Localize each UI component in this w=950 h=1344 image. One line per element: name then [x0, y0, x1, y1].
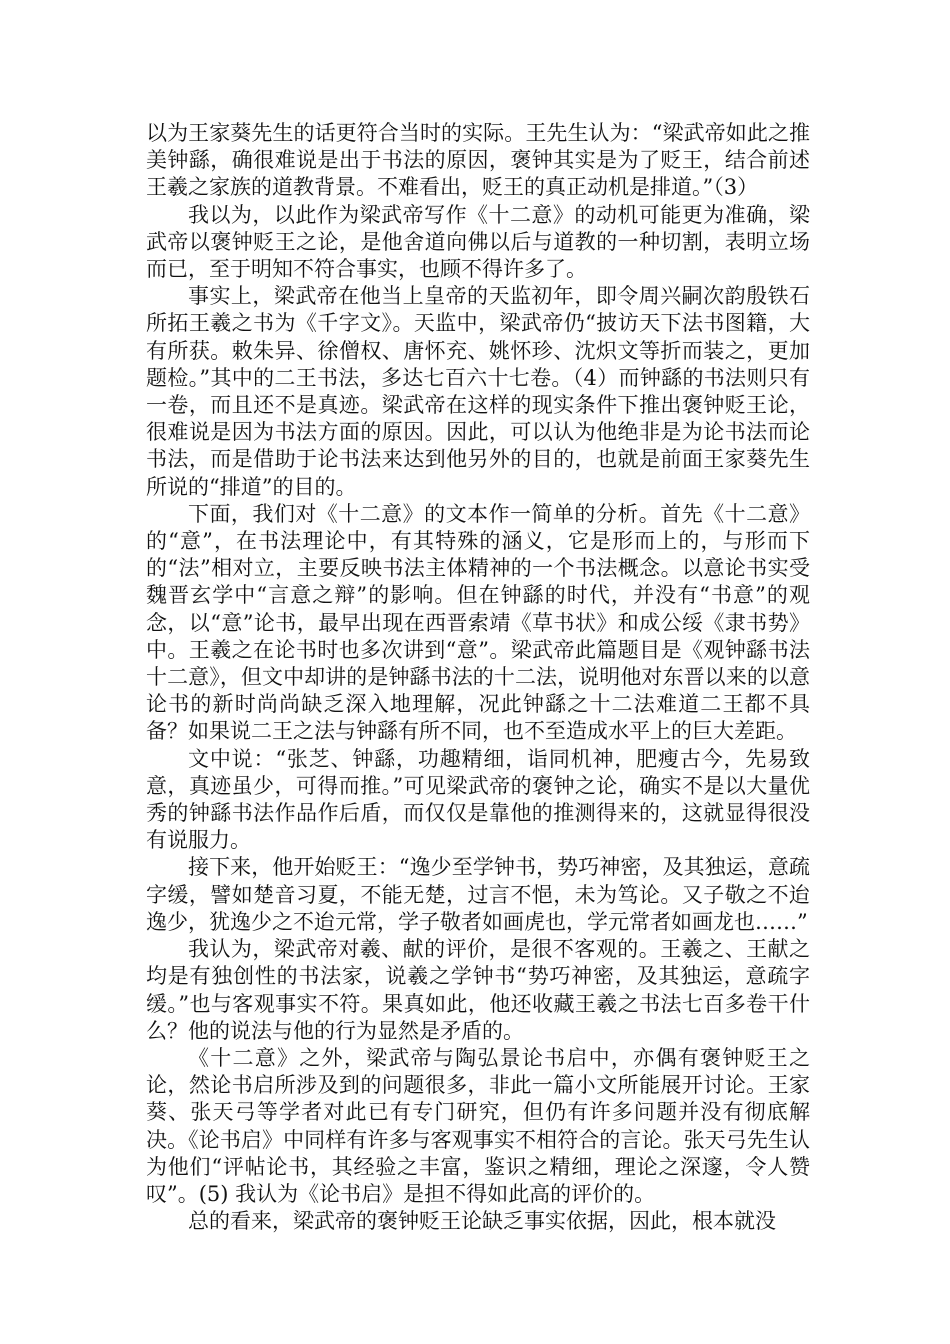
paragraph-6: 接下来，他开始贬王：“逸少至学钟书，势巧神密，及其独运，意疏字缓，譬如楚音习夏，不能无楚，过言不悒，未为笃论。又子敬之不迨逸少，犹逸少之不迨元常，学子敬者如画虎也，学元常者如画龙也……” [146, 855, 810, 934]
paragraph-9: 总的看来，梁武帝的褒钟贬王论缺乏事实依据，因此，根本就没 [188, 1209, 776, 1234]
paragraph-7: 我认为，梁武帝对羲、献的评价，是很不客观的。王羲之、王献之均是有独创性的书法家，说羲之学钟书“势巧神密，及其独运，意疏字缓。”也与客观事实不符。果真如此，他还收藏王羲之书法七百多卷干什么？他的说法与他的行为显然是矛盾的。 [146, 937, 810, 1043]
document-body [146, 120, 810, 1235]
paragraph-8: 《十二意》之外，梁武帝与陶弘景论书启中，亦偶有褒钟贬王之论，然论书启所涉及到的问题很多，非此一篇小文所能展开讨论。王家葵、张天弓等学者对此已有专门研究，但仍有许多问题并没有彻底解决。《论书启》中同样有许多与客观事实不相符合的言论。张天弓先生认为他们“评帖论书，其经验之丰富，鉴识之精细，理论之深邃，令人赞叹”。(5) 我认为《论书启》是担不得如此高的评价的。 [146, 1045, 810, 1206]
paragraph-1: 以为王家葵先生的话更符合当时的实际。王先生认为：“梁武帝如此之推美钟繇，确很难说是出于书法的原因，褒钟其实是为了贬王，结合前述王羲之家族的道教背景。不难看出，贬王的真正动机是排道。”（3） [146, 121, 810, 200]
paragraph-3: 事实上，梁武帝在他当上皇帝的天监初年，即令周兴嗣次韵殷铁石所拓王羲之书为《千字文》。天监中，梁武帝仍“披访天下法书图籍，大有所获。敕朱异、徐僧权、唐怀充、姚怀珍、沈炽文等折而装之，更加题检。”其中的二王书法，多达七百六十七卷。（4）而钟繇的书法则只有一卷，而且还不是真迹。梁武帝在这样的现实条件下推出褒钟贬王论，很难说是因为书法方面的原因。因此，可以认为他绝非是为论书法而论书法，而是借助于论书法来达到他另外的目的，也就是前面王家葵先生所说的“排道”的目的。 [146, 284, 810, 499]
paragraph-2: 我以为，以此作为梁武帝写作《十二意》的动机可能更为准确，梁武帝以褒钟贬王之论，是他舍道向佛以后与道教的一种切割，表明立场而已，至于明知不符合事实，也顾不得许多了。 [146, 202, 810, 282]
paragraph-4: 下面，我们对《十二意》的文本作一简单的分析。首先《十二意》的“意”，在书法理论中，有其特殊的涵义，它是形而上的，与形而下的“法”相对立，主要反映书法主体精神的一个书法概念。以意论书实受魏晋玄学中“言意之辩”的影响。但在钟繇的时代，并没有“书意”的观念，以“意”论书，最早出现在西晋索靖《草书状》和成公绥《隶书势》中。王羲之在论书时也多次讲到“意”。梁武帝此篇题目是《观钟繇书法十二意》，但文中却讲的是钟繇书法的十二法，说明他对东晋以来的以意论书的新时尚尚缺乏深入地理解，况此钟繇之十二法难道二王都不具备？如果说二王之法与钟繇有所不同，也不至造成水平上的巨大差距。 [146, 501, 810, 744]
paragraph-5: 文中说：“张芝、钟繇，功趣精细，诣同机神，肥瘦古今，先易致意，真迹虽少，可得而推。”可见梁武帝的褒钟之论，确实不是以大量优秀的钟繇书法作品作后盾，而仅仅是靠他的推测得来的，这就显得很没有说服力。 [146, 746, 810, 853]
